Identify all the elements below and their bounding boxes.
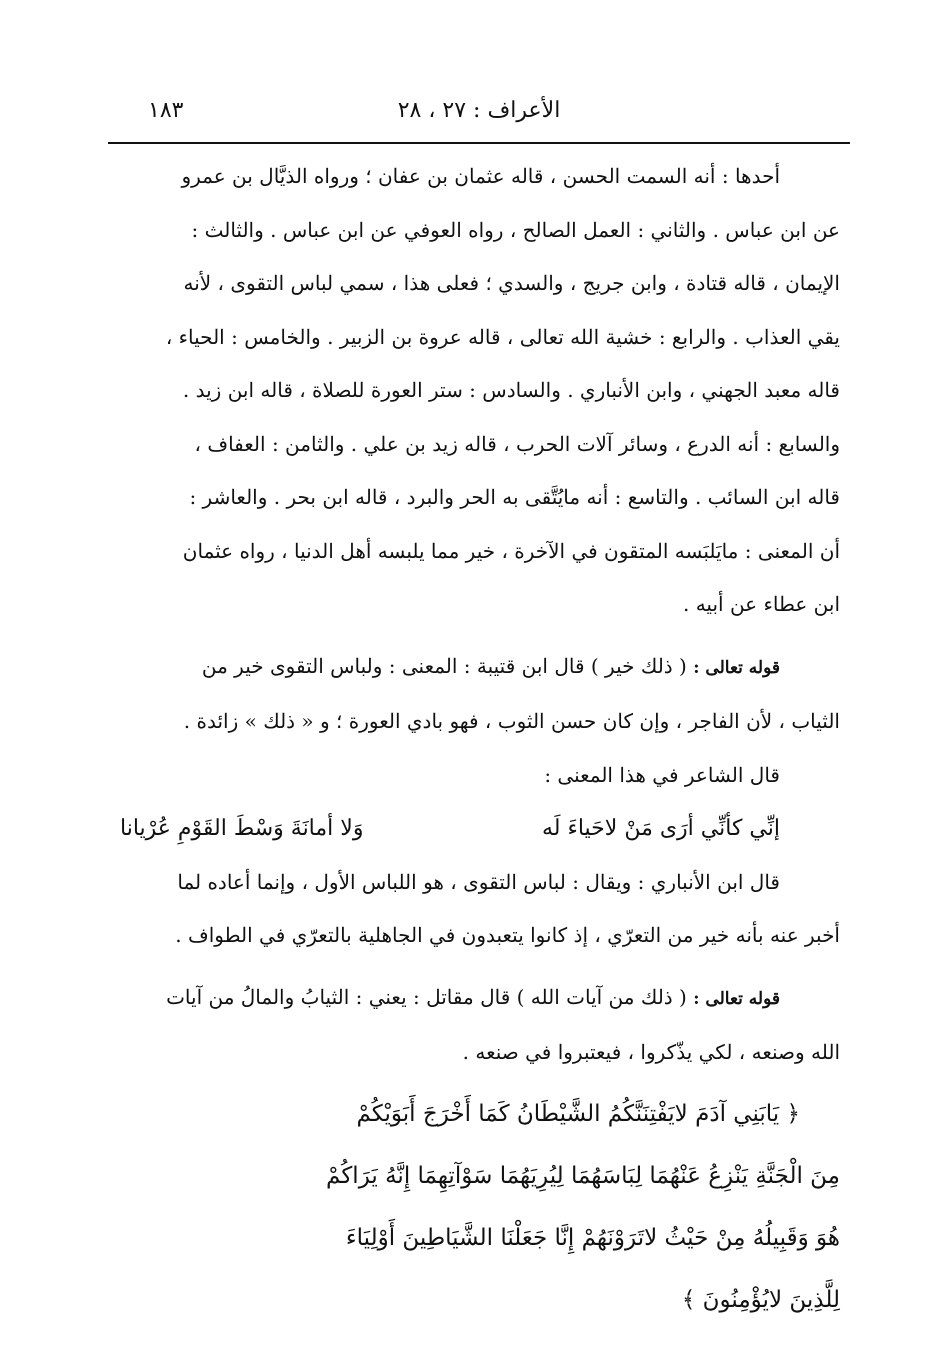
text-line: قاله معبد الجهني ، وابن الأنباري . والسادس : ستر العورة للصلاة ، قاله ابن زيد . bbox=[182, 378, 840, 402]
text-line bbox=[100, 971, 840, 1027]
text-line: الله وصنعه ، لكي يذّكروا ، فيعتبروا في صنعه . bbox=[462, 1040, 840, 1064]
quran-line: هُوَ وَقَبِيلُهُ مِنْ حَيْثُ لاتَرَوْنَهُمْ إِنَّا جَعَلْنَا الشَّيَاطِينَ أَوْلِيَاءَ bbox=[345, 1224, 840, 1251]
running-title: الأعراف : ٢٧ ، ٢٨ bbox=[397, 98, 561, 123]
text-line: الثياب ، لأن الفاجر ، وإن كان حسن الثوب ، فهو بادي العورة ؛ و « ذلك » زائدة . bbox=[183, 709, 840, 733]
text-line: أن المعنى : مايَلبَسه المتقون في الآخرة ، خير مما يلبسه أهل الدنيا ، رواه عثمان bbox=[182, 538, 840, 563]
lead-phrase: قوله تعالى : bbox=[693, 988, 780, 1009]
text-line: ابن عطاء عن أبيه . bbox=[682, 592, 840, 616]
text-line: قال الشاعر في هذا المعنى : bbox=[544, 762, 780, 787]
page-number: ١٨٣ bbox=[148, 98, 184, 123]
verse-second-hemistich: وَلا أمانَةَ وَسْطَ القَوْمِ عُرْيانا bbox=[120, 816, 364, 841]
line-rest: ( ذلك خير ) قال ابن قتيبة : المعنى : ولباس التقوى خير من bbox=[201, 653, 687, 678]
line-rest: ( ذلك من آيات الله ) قال مقاتل : يعني : الثيابُ والمالُ من آيات bbox=[166, 984, 687, 1009]
verse-first-hemistich: إنِّي كأنِّي أرَى مَنْ لاحَياءَ لَه bbox=[542, 816, 780, 841]
page-body bbox=[100, 150, 840, 1328]
text-line: أحدها : أنه السمت الحسن ، قاله عثمان بن عفان ؛ ورواه الذيَّال بن عمرو bbox=[181, 164, 780, 188]
page-header bbox=[108, 92, 850, 144]
quran-line: ﴿ يَابَنِي آدَمَ لايَفْتِنَنَّكُمُ الشَّيْطَانُ كَمَا أَخْرَجَ أَبَوَيْكُمْ bbox=[356, 1100, 800, 1127]
text-line: والسابع : أنه الدرع ، وسائر آلات الحرب ، قاله زيد بن علي . والثامن : العفاف ، bbox=[194, 431, 840, 456]
poetry-verse bbox=[100, 802, 840, 856]
quran-line: لِلَّذِينَ لايُؤْمِنُونَ ﴾ bbox=[681, 1286, 840, 1313]
text-line: قال ابن الأنباري : ويقال : لباس التقوى ، هو اللباس الأول ، وإنما أعاده لما bbox=[177, 869, 780, 894]
text-line: الإيمان ، قاله قتادة ، وابن جريج ، والسدي ؛ فعلى هذا ، سمي لباس التقوى ، لأنه bbox=[183, 271, 840, 295]
text-line: يقي العذاب . والرابع : خشية الله تعالى ، قاله عروة بن الزبير . والخامس : الحياء ، bbox=[165, 324, 840, 349]
quran-line: مِنَ الْجَنَّةِ يَنْزِعُ عَنْهُمَا لِبَاسَهُمَا لِيُرِيَهُمَا سَوْآتِهِمَا إِنَّهُ يَرَاكُمْ bbox=[326, 1162, 840, 1189]
text-line: عن ابن عباس . والثاني : العمل الصالح ، رواه العوفي عن ابن عباس . والثالث : bbox=[191, 217, 840, 242]
text-line bbox=[100, 640, 840, 696]
lead-phrase: قوله تعالى : bbox=[693, 657, 780, 678]
text-line: أخبر عنه بأنه خير من التعرّي ، إذ كانوا يتعبدون في الجاهلية بالتعرّي في الطواف . bbox=[175, 923, 840, 947]
text-line: قاله ابن السائب . والتاسع : أنه مايُتَّقى به الحر والبرد ، قاله ابن بحر . والعاشر : bbox=[189, 485, 840, 509]
